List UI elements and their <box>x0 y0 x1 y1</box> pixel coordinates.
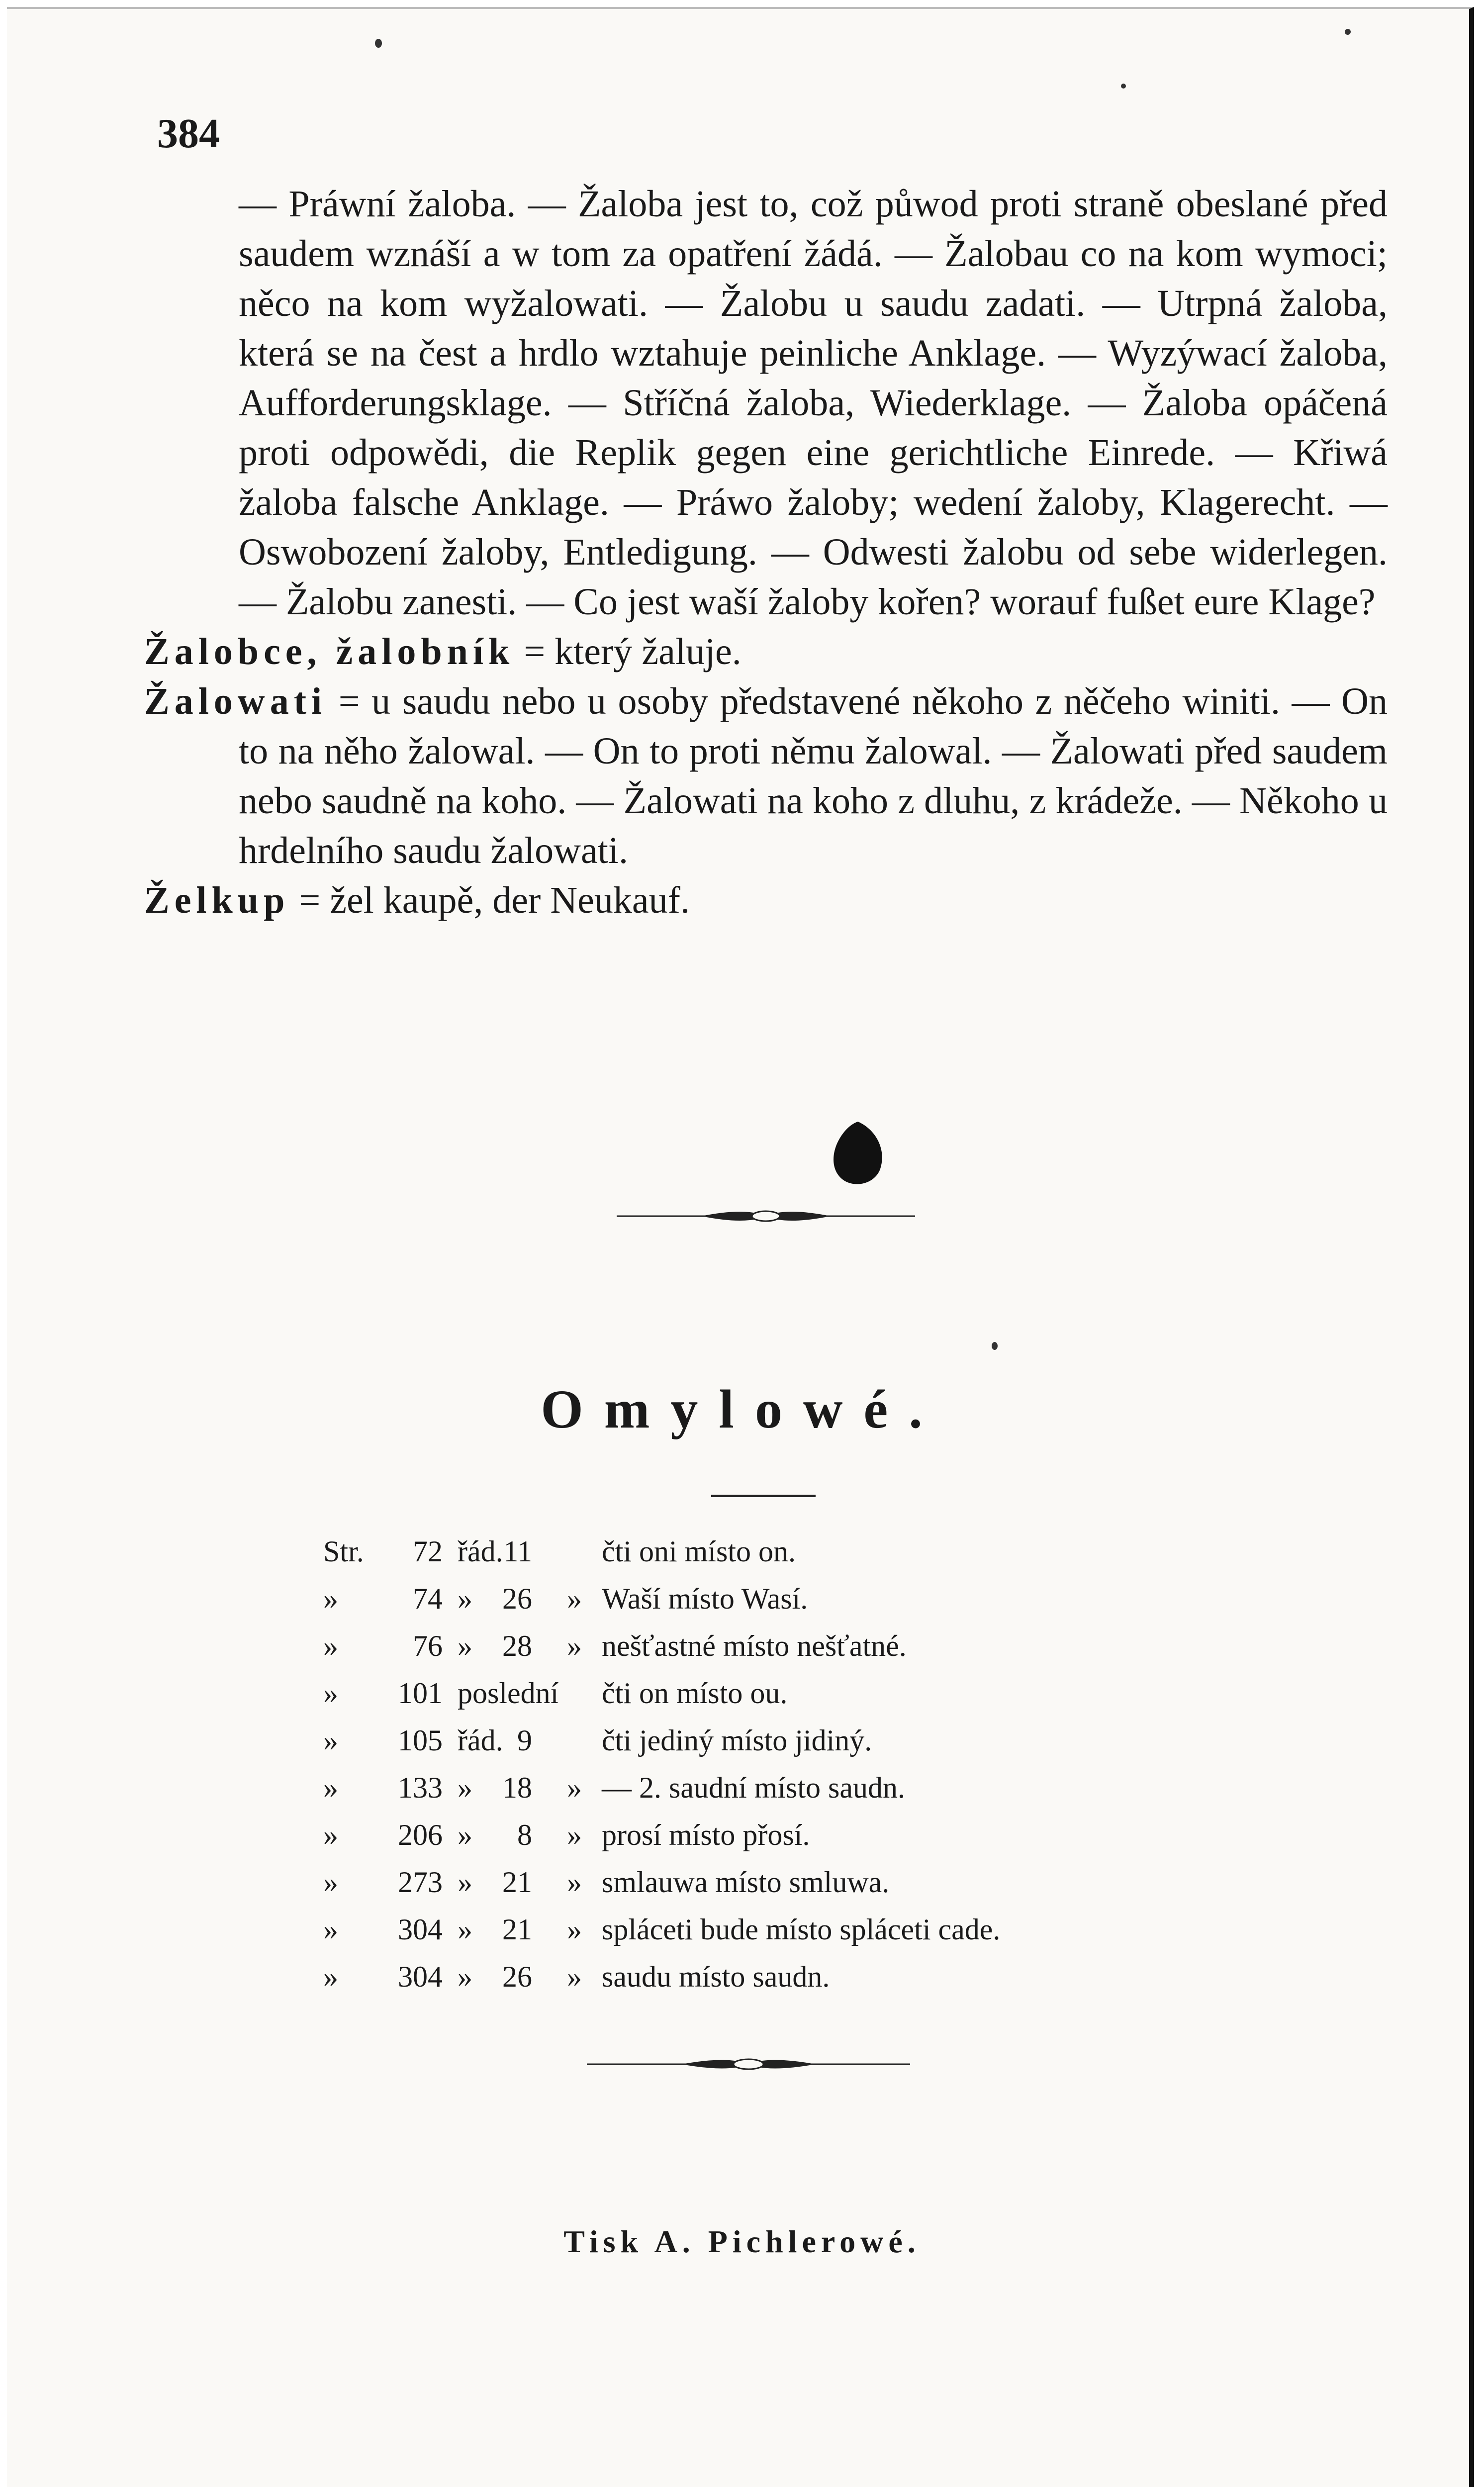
errata-label: » <box>458 1582 472 1615</box>
errata-page: 206 <box>398 1818 443 1851</box>
errata-correction: prosí místo přosí. <box>602 1818 810 1851</box>
errata-correction: saudu místo saudn. <box>602 1960 830 1993</box>
errata-lead: » <box>323 1629 338 1662</box>
errata-line: 11 <box>503 1535 532 1568</box>
errata-line: 21 <box>502 1866 532 1899</box>
errata-label: » <box>458 1818 472 1851</box>
errata-correction: spláceti bude místo spláceti cade. <box>602 1913 1001 1946</box>
errata-page: 304 <box>398 1913 443 1946</box>
entry-text: = který žaluje. <box>514 631 742 672</box>
divider-ornament <box>617 1206 915 1226</box>
entry-headword: Žalobce, žalobník <box>144 631 515 672</box>
errata-lead: » <box>323 1677 338 1710</box>
errata-page: 72 <box>413 1535 443 1568</box>
errata-row <box>323 1629 1318 1676</box>
divider-ornament <box>587 2054 910 2074</box>
errata-label: poslední <box>458 1677 559 1710</box>
errata-label: » <box>567 1913 582 1946</box>
errata-row <box>323 1818 1318 1865</box>
errata-page: 101 <box>398 1677 443 1710</box>
errata-row <box>323 1676 1318 1723</box>
errata-label: řád. <box>458 1535 503 1568</box>
entry-text: — Práwní žaloba. — Žaloba jest to, což půwod proti straně obeslané před saudem wznáší a w tom za opatření žádá. — Žalobau co na kom wymoci; něco na kom wyžalowati. — Žalobu u saudu zadati. — Utrpná žaloba, která se na čest a hrdlo wztahuje peinliche Anklage. — Wyzýwací žaloba, Aufforderungsklage. — Stříčná žaloba, Wiederklage. — Žaloba opáčená proti odpowědi, die Replik gegen eine gerichtliche Einrede. — Křiwá žaloba falsche Anklage. — Práwo žaloby; wedení žaloby, Klagerecht. — Oswobození žaloby, Entledigung. — Odwesti žalobu od sebe widerlegen. — Žalobu zanesti. — Co jest waší žaloby kořen? worauf fußet eure Klage? <box>239 183 1388 623</box>
errata-lead: » <box>323 1866 338 1899</box>
entry <box>144 875 1388 925</box>
errata-row <box>323 1582 1318 1629</box>
errata-line: 18 <box>502 1771 532 1804</box>
ink-blot <box>828 1119 888 1189</box>
errata-label: » <box>567 1771 582 1804</box>
errata-page: 74 <box>413 1582 443 1615</box>
errata-line: 26 <box>502 1582 532 1615</box>
ink-speck <box>1345 29 1351 35</box>
entry-continuation <box>144 179 1388 627</box>
errata-label: » <box>567 1866 582 1899</box>
errata-page: 76 <box>413 1629 443 1662</box>
errata-line: 8 <box>517 1818 532 1851</box>
errata-label: » <box>458 1913 472 1946</box>
ink-speck <box>1121 84 1126 89</box>
errata-label: » <box>567 1960 582 1993</box>
errata-row <box>323 1723 1318 1771</box>
errata-label: » <box>567 1818 582 1851</box>
page-number: 384 <box>157 110 220 157</box>
entry <box>144 627 1388 676</box>
entry <box>144 676 1388 875</box>
errata-label: » <box>458 1960 472 1993</box>
errata-row <box>323 1865 1318 1913</box>
errata-page: 273 <box>398 1866 443 1899</box>
errata-lead: » <box>323 1818 338 1851</box>
errata-page: 133 <box>398 1771 443 1804</box>
entry-headword: Želkup <box>144 879 290 921</box>
errata-label: » <box>458 1629 472 1662</box>
errata-table <box>323 1534 1318 2007</box>
errata-correction: Waší místo Wasí. <box>602 1582 808 1615</box>
errata-row <box>323 1771 1318 1818</box>
entry-text: = žel kaupě, der Neukauf. <box>289 879 690 921</box>
errata-line: 28 <box>502 1629 532 1662</box>
errata-line: 21 <box>502 1913 532 1946</box>
errata-row <box>323 1960 1318 2007</box>
errata-lead: Str. <box>323 1535 364 1568</box>
errata-label: řád. <box>458 1724 503 1757</box>
errata-row <box>323 1534 1318 1582</box>
errata-row <box>323 1913 1318 1960</box>
dictionary-entries <box>144 179 1388 925</box>
errata-label: » <box>458 1771 472 1804</box>
errata-correction: — 2. saudní místo saudn. <box>602 1771 905 1804</box>
errata-page: 304 <box>398 1960 443 1993</box>
errata-line: 26 <box>502 1960 532 1993</box>
errata-correction: smlauwa místo smluwa. <box>602 1866 890 1899</box>
errata-page: 105 <box>398 1724 443 1757</box>
errata-line: 9 <box>517 1724 532 1757</box>
errata-correction: čti jediný místo jidiný. <box>602 1724 872 1757</box>
errata-correction: nešťastné místo nešťatné. <box>602 1629 907 1662</box>
errata-label: » <box>458 1866 472 1899</box>
errata-title: Omylowé. <box>541 1379 943 1439</box>
entry-text: = u saudu nebo u osoby představené někoho z něčeho winiti. — On to na něho žalowal. — On to proti němu žalowal. — Žalowati před saudem nebo saudně na koho. — Žalowati na koho z dluhu, z krádeže. — Někoho u hrdelního saudu žalowati. <box>239 680 1388 871</box>
errata-lead: » <box>323 1960 338 1993</box>
ink-speck <box>992 1342 998 1350</box>
title-rule <box>711 1495 816 1497</box>
errata-label: » <box>567 1629 582 1662</box>
errata-lead: » <box>323 1913 338 1946</box>
errata-lead: » <box>323 1724 338 1757</box>
errata-correction: čti on místo ou. <box>602 1677 788 1710</box>
printer-imprint: Tisk A. Pichlerowé. <box>563 2224 921 2259</box>
entry-headword: Žalowati <box>144 680 327 722</box>
errata-lead: » <box>323 1771 338 1804</box>
ink-speck <box>375 39 382 48</box>
errata-label: » <box>567 1582 582 1615</box>
errata-lead: » <box>323 1582 338 1615</box>
errata-correction: čti oni místo on. <box>602 1535 796 1568</box>
